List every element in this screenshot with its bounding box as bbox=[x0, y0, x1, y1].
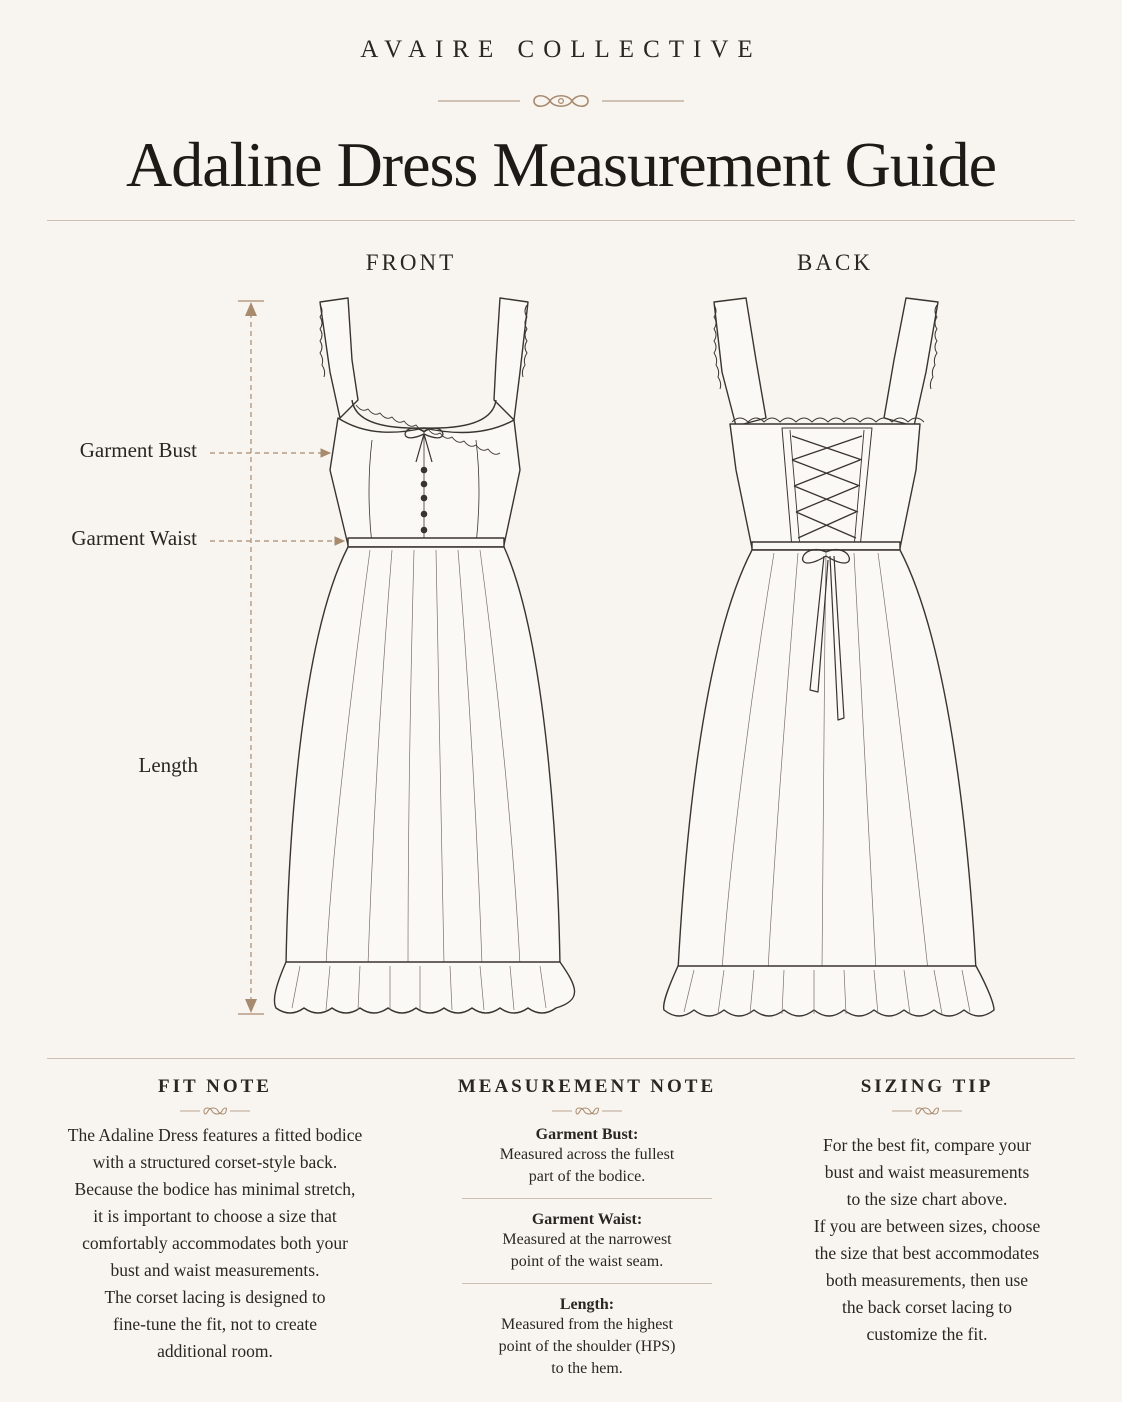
measurement-item-text: point of the waist seam. bbox=[510, 1253, 664, 1270]
ornament-divider-icon bbox=[436, 88, 686, 114]
front-dress-illustration bbox=[274, 298, 574, 1013]
sizing-tip-line: the size that best accommodates bbox=[814, 1243, 1040, 1263]
fit-note-heading: FIT NOTE bbox=[158, 1076, 272, 1097]
measurement-item-text: Measured across the fullest bbox=[499, 1146, 675, 1163]
fit-note-section bbox=[48, 1076, 382, 1365]
measurement-item-waist bbox=[440, 1211, 734, 1273]
fit-note-line: The corset lacing is designed to bbox=[104, 1287, 326, 1307]
measurement-item-text: point of the shoulder (HPS) bbox=[498, 1338, 676, 1355]
sizing-tip-line: If you are between sizes, choose bbox=[813, 1216, 1041, 1236]
measurement-note-heading: MEASUREMENT NOTE bbox=[457, 1076, 717, 1097]
back-dress-illustration bbox=[664, 298, 994, 1016]
brand-name: AVAIRE COLLECTIVE bbox=[360, 36, 762, 63]
measurement-separator bbox=[462, 1198, 712, 1199]
garment-waist-label: Garment Waist bbox=[71, 526, 197, 550]
fit-note-line: additional room. bbox=[157, 1341, 273, 1361]
front-view-label: FRONT bbox=[365, 250, 457, 275]
length-measure-line bbox=[238, 301, 264, 1014]
length-label: Length bbox=[138, 753, 198, 777]
sizing-tip-line: to the size chart above. bbox=[846, 1189, 1008, 1209]
sizing-tip-line: bust and waist measurements bbox=[824, 1162, 1030, 1182]
fit-note-line: fine-tune the fit, not to create bbox=[112, 1314, 318, 1334]
header-divider bbox=[47, 220, 1075, 221]
fit-note-line: Because the bodice has minimal stretch, bbox=[74, 1179, 356, 1199]
footer-divider bbox=[47, 1058, 1075, 1059]
measurement-item-title: Garment Waist: bbox=[531, 1211, 643, 1228]
fit-note-line: The Adaline Dress features a fitted bodice bbox=[67, 1125, 363, 1145]
dress-diagram bbox=[0, 280, 1122, 1050]
measurement-item-length bbox=[440, 1296, 734, 1380]
fit-note-line: comfortably accommodates both your bbox=[82, 1233, 348, 1253]
measurement-item-bust bbox=[440, 1126, 734, 1188]
sizing-tip-section bbox=[776, 1076, 1078, 1348]
measurement-item-text: part of the bodice. bbox=[528, 1168, 646, 1185]
measurement-item-title: Length: bbox=[559, 1296, 615, 1313]
sizing-tip-line: customize the fit. bbox=[866, 1324, 988, 1344]
fit-note-line: with a structured corset-style back. bbox=[92, 1152, 338, 1172]
sizing-tip-line: both measurements, then use bbox=[825, 1270, 1029, 1290]
fit-note-line: it is important to choose a size that bbox=[93, 1206, 337, 1226]
sizing-tip-heading: SIZING TIP bbox=[860, 1076, 994, 1097]
back-view-label: BACK bbox=[797, 250, 873, 275]
ornament-small-icon bbox=[552, 1104, 622, 1118]
measurement-item-text: Measured from the highest bbox=[501, 1316, 673, 1333]
sizing-tip-line: the back corset lacing to bbox=[841, 1297, 1013, 1317]
page-title: Adaline Dress Measurement Guide bbox=[125, 129, 997, 200]
ornament-small-icon bbox=[892, 1104, 962, 1118]
ornament-small-icon bbox=[180, 1104, 250, 1118]
sizing-tip-line: For the best fit, compare your bbox=[822, 1135, 1031, 1155]
fit-note-line: bust and waist measurements. bbox=[110, 1260, 320, 1280]
measurement-note-section bbox=[440, 1076, 734, 1380]
measurement-item-title: Garment Bust: bbox=[535, 1126, 639, 1143]
garment-bust-label: Garment Bust bbox=[79, 438, 197, 462]
measurement-item-text: to the hem. bbox=[551, 1360, 623, 1377]
measurement-item-text: Measured at the narrowest bbox=[502, 1231, 672, 1248]
measurement-separator bbox=[462, 1283, 712, 1284]
